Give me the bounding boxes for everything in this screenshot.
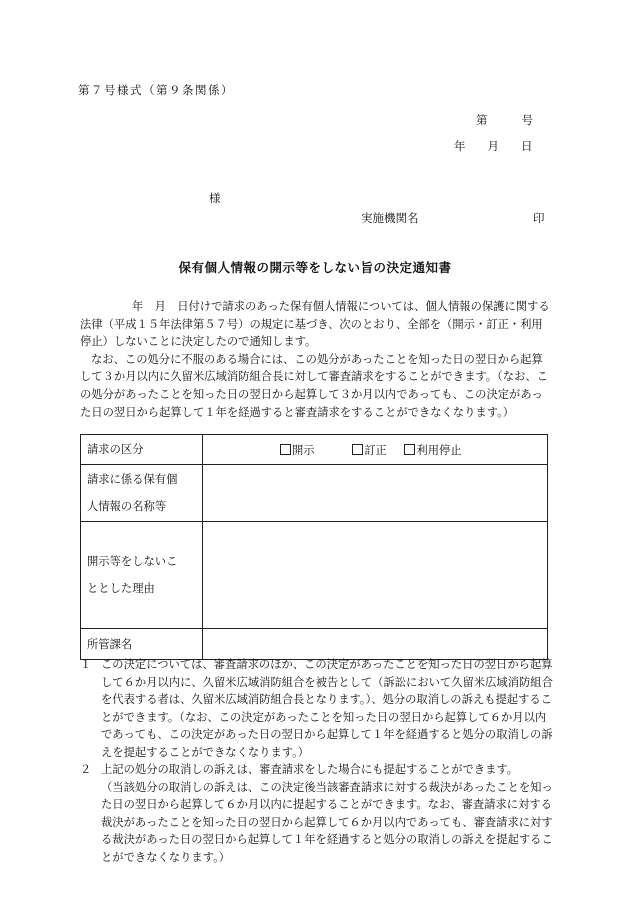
form-number: 第７号様式（第９条関係） [78,83,234,97]
date-day: 日 [521,139,533,153]
date-year: 年 [454,139,466,153]
checkbox-icon[interactable] [280,444,291,455]
table-row [81,465,548,522]
notes [80,656,556,866]
note-item: ２ 上記の処分の取消しの訴えは、審査請求をした場合にも提起することができます。 [80,763,519,776]
department-label: 所管課名 [81,629,203,660]
document-title: 保有個人情報の開示等をしない旨の決定通知書 [178,260,452,275]
option-disclosure[interactable]: 開示 [280,442,315,458]
reason-value[interactable] [203,522,548,629]
info-name-value[interactable] [203,465,548,522]
document-number [476,112,533,128]
doc-no-prefix: 第 [476,113,488,127]
reason-label: 開示等をしないこ ととした理由 [81,522,203,629]
table-row [81,435,548,465]
request-table [80,434,548,660]
table-row [81,629,548,660]
issue-date [454,138,533,154]
date-month: 月 [487,139,499,153]
recipient-suffix: 様 [209,191,221,205]
body-paragraph-1: 年 月 日付けで請求のあった保有個人情報については、個人情報の保護に関する法律（平成１５年法律第５７号）の規定に基づき、次のとおり、全部を（開示・訂正・利用停止）しないことに決定したので通知します。 [80,300,550,349]
department-value[interactable] [203,629,548,660]
request-type-label: 請求の区分 [81,435,203,465]
checkbox-icon[interactable] [352,444,363,455]
table-row [81,522,548,629]
info-name-label: 請求に係る保有個 人情報の名称等 [81,465,203,522]
body-paragraph-2: なお、この処分に不服のある場合には、この処分があったことを知った日の翌日から起算して３か月以内に久留米広域消防組合長に対して審査請求をすることができます。（なお、この処分があったことを知った日の翌日から起算して３か月以内であっても、この決定があった日の翌日から起算して１年を経過すると審査請求をすることができなくなります。） [80,352,548,419]
body-text [80,298,552,421]
note-sub-text: （当該処分の取消しの訴えは、この決定後当該審査請求に対する裁決があったことを知った日の翌日から起算して６か月以内に提起することができます。なお、審査請求に対する裁決があったことを知った日の翌日から起算して６か月以内であっても、審査請求に対する裁決があった日の翌日から起算して１年を経過すると処分の取消しの訴えを提起することができなくなります。） [101,780,553,864]
request-type-options [203,435,548,465]
doc-no-suffix: 号 [521,113,533,127]
note-item: １ この決定については、審査請求のほか、この決定があったことを知った日の翌日から起算して６か月以内に、久留米広域消防組合を被告として（訴訟において久留米広域消防組合を代表する者は、久留米広域消防組合長となります。）、処分の取消しの訴えも提起することができます。（なお、この決定があったことを知った日の翌日から起算して６か月以内であっても、この決定があった日の翌日から起算して１年を経過すると処分の取消しの訴えを提起することができなくなります。） [80,658,553,759]
option-suspension[interactable]: 利用停止 [404,442,461,458]
option-correction[interactable]: 訂正 [352,442,387,458]
agency-label: 実施機関名 [361,211,419,225]
seal-mark: 印 [533,211,545,225]
checkbox-icon[interactable] [404,444,415,455]
